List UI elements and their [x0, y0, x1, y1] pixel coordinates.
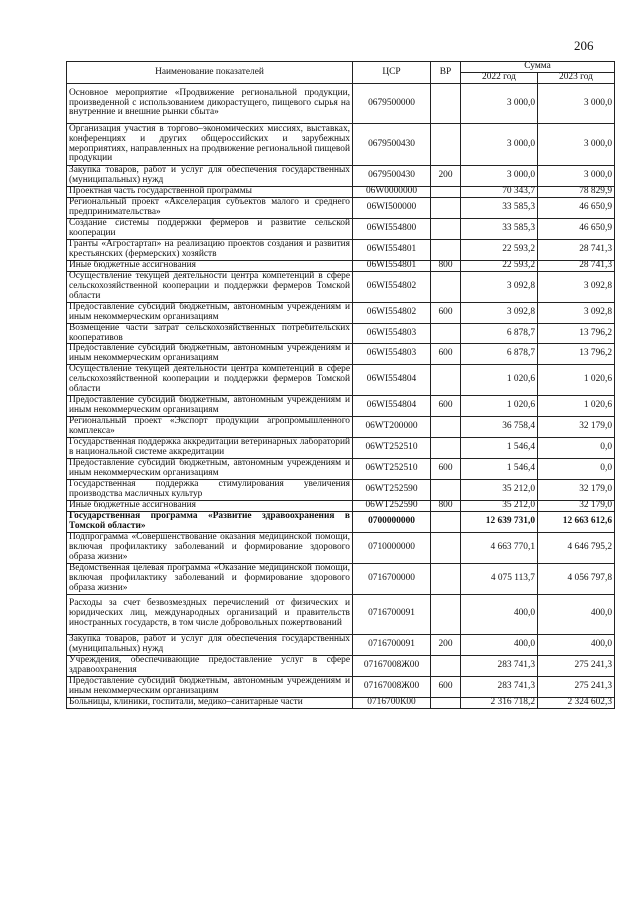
row-name: Ведомственная целевая программа «Оказание медицинской помощи, включая профилактику заболеваний и формирование здорового образа жизни» — [67, 563, 353, 594]
table-body — [67, 84, 615, 709]
header-year-2023: 2023 год — [538, 73, 615, 84]
row-vr — [431, 655, 461, 676]
table-row — [67, 166, 615, 187]
row-sum-2023: 32 179,0 — [538, 480, 615, 501]
row-sum-2023: 12 663 612,6 — [538, 511, 615, 532]
row-vr: 200 — [431, 166, 461, 187]
row-sum-2023: 3 000,0 — [538, 84, 615, 124]
row-sum-2022: 6 878,7 — [461, 323, 538, 344]
row-name: Закупка товаров, работ и услуг для обеспечения государственных (муниципальных) нужд — [67, 634, 353, 655]
row-sum-2023: 1 020,6 — [538, 365, 615, 396]
row-name: Подпрограмма «Совершенствование оказания медицинской помощи, включая профилактику заболеваний и формирование здорового образа жизни» — [67, 532, 353, 563]
row-sum-2023: 2 324 602,3 — [538, 697, 615, 708]
row-name: Возмещение части затрат сельскохозяйственных потребительских кооперативов — [67, 323, 353, 344]
row-sum-2022: 4 075 113,7 — [461, 563, 538, 594]
row-name: Иные бюджетные ассигнования — [67, 260, 353, 271]
row-name: Основное мероприятие «Продвижение региональной продукции, произведенной с использованием дикорастущего, пищевого сырья на внутренние и внешние рынки сбыта» — [67, 84, 353, 124]
row-sum-2022: 3 092,8 — [461, 271, 538, 302]
row-sum-2022: 3 000,0 — [461, 84, 538, 124]
row-code: 06W0000000 — [353, 186, 431, 197]
row-sum-2022: 400,0 — [461, 634, 538, 655]
table-row — [67, 396, 615, 417]
row-name: Осуществление текущей деятельности центра компетенций в сфере сельскохозяйственной кооперации и поддержки фермеров Томской области — [67, 365, 353, 396]
row-sum-2023: 46 650,9 — [538, 197, 615, 218]
table-row — [67, 511, 615, 532]
row-code: 06WI500000 — [353, 197, 431, 218]
row-name: Больницы, клиники, госпитали, медико–санитарные части — [67, 697, 353, 708]
row-sum-2023: 275 241,3 — [538, 676, 615, 697]
row-sum-2023: 32 179,0 — [538, 417, 615, 438]
row-code: 0679500430 — [353, 166, 431, 187]
row-sum-2023: 4 056 797,8 — [538, 563, 615, 594]
row-name: Предоставление субсидий бюджетным, автономным учреждениям и иным некоммерческим организациям — [67, 676, 353, 697]
row-vr — [431, 511, 461, 532]
row-code: 06WT252590 — [353, 480, 431, 501]
row-sum-2022: 12 639 731,0 — [461, 511, 538, 532]
row-sum-2023: 3 092,8 — [538, 271, 615, 302]
row-sum-2022: 36 758,4 — [461, 417, 538, 438]
row-sum-2023: 13 796,2 — [538, 344, 615, 365]
row-sum-2022: 3 000,0 — [461, 124, 538, 166]
row-vr — [431, 417, 461, 438]
row-sum-2023: 3 000,0 — [538, 166, 615, 187]
row-sum-2023: 13 796,2 — [538, 323, 615, 344]
row-sum-2023: 3 000,0 — [538, 124, 615, 166]
row-vr: 600 — [431, 344, 461, 365]
row-vr — [431, 532, 461, 563]
table-row — [67, 124, 615, 166]
row-sum-2022: 283 741,3 — [461, 676, 538, 697]
row-vr — [431, 124, 461, 166]
row-code: 0700000000 — [353, 511, 431, 532]
row-code: 0710000000 — [353, 532, 431, 563]
row-name: Предоставление субсидий бюджетным, автономным учреждениям и иным некоммерческим организациям — [67, 459, 353, 480]
row-sum-2022: 33 585,3 — [461, 197, 538, 218]
row-name: Государственная поддержка стимулирования увеличения производства масличных культур — [67, 480, 353, 501]
row-sum-2022: 70 343,7 — [461, 186, 538, 197]
row-code: 0716700000 — [353, 563, 431, 594]
table-row — [67, 186, 615, 197]
row-vr — [431, 218, 461, 239]
row-sum-2023: 4 646 795,2 — [538, 532, 615, 563]
row-name: Иные бюджетные ассигнования — [67, 501, 353, 512]
row-vr — [431, 480, 461, 501]
row-sum-2022: 4 663 770,1 — [461, 532, 538, 563]
row-name: Предоставление субсидий бюджетным, автономным учреждениям и иным некоммерческим организациям — [67, 302, 353, 323]
row-code: 06WI554802 — [353, 302, 431, 323]
row-sum-2022: 33 585,3 — [461, 218, 538, 239]
row-name: Региональный проект «Акселерация субъектов малого и среднего предпринимательства» — [67, 197, 353, 218]
row-sum-2022: 3 000,0 — [461, 166, 538, 187]
row-code: 0716700091 — [353, 594, 431, 634]
row-sum-2022: 1 020,6 — [461, 365, 538, 396]
row-sum-2022: 400,0 — [461, 594, 538, 634]
row-code: 07167008Ж00 — [353, 676, 431, 697]
row-vr — [431, 197, 461, 218]
row-vr — [431, 563, 461, 594]
row-code: 06WI554801 — [353, 260, 431, 271]
row-name: Учреждения, обеспечивающие предоставление услуг в сфере здравоохранения — [67, 655, 353, 676]
row-vr — [431, 84, 461, 124]
table-row — [67, 302, 615, 323]
page-number: 206 — [574, 38, 594, 53]
row-sum-2022: 3 092,8 — [461, 302, 538, 323]
row-code: 06WI554800 — [353, 218, 431, 239]
row-vr: 600 — [431, 459, 461, 480]
row-sum-2023: 78 829,9 — [538, 186, 615, 197]
row-name: Региональный проект «Экспорт продукции агропромышленного комплекса» — [67, 417, 353, 438]
row-name: Расходы за счет безвозмездных перечислений от физических и юридических лиц, международных организаций и правительств иностранных государств, в том числе добровольных пожертвований — [67, 594, 353, 634]
row-code: 07167008Ж00 — [353, 655, 431, 676]
row-sum-2023: 28 741,3 — [538, 239, 615, 260]
row-name: Осуществление текущей деятельности центра компетенций в сфере сельскохозяйственной кооперации и поддержки фермеров Томской области — [67, 271, 353, 302]
row-code: 06WI554802 — [353, 271, 431, 302]
row-code: 0679500000 — [353, 84, 431, 124]
table-row — [67, 239, 615, 260]
table-row — [67, 501, 615, 512]
row-code: 0716700К00 — [353, 697, 431, 708]
row-sum-2023: 46 650,9 — [538, 218, 615, 239]
row-code: 0716700091 — [353, 634, 431, 655]
row-name: Государственная программа «Развитие здравоохранения в Томской области» — [67, 511, 353, 532]
row-sum-2022: 1 546,4 — [461, 459, 538, 480]
row-code: 06WT252590 — [353, 501, 431, 512]
row-vr — [431, 239, 461, 260]
row-name: Гранты «Агростартап» на реализацию проектов создания и развития крестьянских (фермерских) хозяйств — [67, 239, 353, 260]
row-sum-2023: 3 092,8 — [538, 302, 615, 323]
row-vr — [431, 323, 461, 344]
table-row — [67, 697, 615, 708]
row-sum-2022: 35 212,0 — [461, 501, 538, 512]
row-sum-2022: 22 593,2 — [461, 239, 538, 260]
row-vr: 600 — [431, 302, 461, 323]
table-row — [67, 532, 615, 563]
table-row — [67, 480, 615, 501]
table-row — [67, 323, 615, 344]
row-code: 06WI554803 — [353, 323, 431, 344]
row-sum-2023: 400,0 — [538, 594, 615, 634]
row-sum-2022: 1 020,6 — [461, 396, 538, 417]
row-code: 06WI554804 — [353, 365, 431, 396]
table-row — [67, 563, 615, 594]
row-vr — [431, 271, 461, 302]
table-row — [67, 676, 615, 697]
table-row — [67, 655, 615, 676]
row-code: 06WT200000 — [353, 417, 431, 438]
table-row — [67, 271, 615, 302]
row-sum-2022: 6 878,7 — [461, 344, 538, 365]
row-sum-2022: 283 741,3 — [461, 655, 538, 676]
row-code: 0679500430 — [353, 124, 431, 166]
row-name: Предоставление субсидий бюджетным, автономным учреждениям и иным некоммерческим организациям — [67, 396, 353, 417]
table-row — [67, 344, 615, 365]
row-sum-2022: 2 316 718,2 — [461, 697, 538, 708]
row-name: Государственная поддержка аккредитации ветеринарных лабораторий в национальной системе аккредитации — [67, 438, 353, 459]
row-name: Организация участия в торгово–экономических миссиях, выставках, конференциях и других общероссийских и зарубежных мероприятиях, направленных на продвижение региональной пищевой продукции — [67, 124, 353, 166]
row-sum-2022: 1 546,4 — [461, 438, 538, 459]
row-vr: 600 — [431, 396, 461, 417]
header-name: Наименование показателей — [67, 62, 353, 84]
table-row — [67, 365, 615, 396]
row-sum-2022: 35 212,0 — [461, 480, 538, 501]
row-code: 06WT252510 — [353, 438, 431, 459]
row-sum-2023: 0,0 — [538, 459, 615, 480]
table-row — [67, 84, 615, 124]
row-code: 06WI554801 — [353, 239, 431, 260]
row-vr — [431, 365, 461, 396]
header-vr: ВР — [431, 62, 461, 84]
row-vr: 200 — [431, 634, 461, 655]
table-row — [67, 438, 615, 459]
row-sum-2023: 1 020,6 — [538, 396, 615, 417]
row-vr — [431, 594, 461, 634]
budget-table — [66, 61, 615, 709]
header-code: ЦСР — [353, 62, 431, 84]
row-sum-2023: 28 741,3 — [538, 260, 615, 271]
table-row — [67, 594, 615, 634]
row-code: 06WI554804 — [353, 396, 431, 417]
row-sum-2022: 22 593,2 — [461, 260, 538, 271]
header-year-2022: 2022 год — [461, 73, 538, 84]
row-vr — [431, 186, 461, 197]
row-sum-2023: 400,0 — [538, 634, 615, 655]
row-vr — [431, 697, 461, 708]
row-sum-2023: 0,0 — [538, 438, 615, 459]
row-code: 06WT252510 — [353, 459, 431, 480]
row-name: Закупка товаров, работ и услуг для обеспечения государственных (муниципальных) нужд — [67, 166, 353, 187]
row-vr: 800 — [431, 260, 461, 271]
row-name: Создание системы поддержки фермеров и развитие сельской кооперации — [67, 218, 353, 239]
row-vr: 600 — [431, 676, 461, 697]
table-row — [67, 634, 615, 655]
row-name: Проектная часть государственной программы — [67, 186, 353, 197]
row-sum-2023: 32 179,0 — [538, 501, 615, 512]
row-name: Предоставление субсидий бюджетным, автономным учреждениям и иным некоммерческим организациям — [67, 344, 353, 365]
table-row — [67, 417, 615, 438]
row-vr — [431, 438, 461, 459]
table-row — [67, 260, 615, 271]
table-row — [67, 218, 615, 239]
row-sum-2023: 275 241,3 — [538, 655, 615, 676]
table-row — [67, 197, 615, 218]
table-row — [67, 459, 615, 480]
row-vr: 800 — [431, 501, 461, 512]
header-sum: Сумма — [461, 62, 615, 73]
row-code: 06WI554803 — [353, 344, 431, 365]
